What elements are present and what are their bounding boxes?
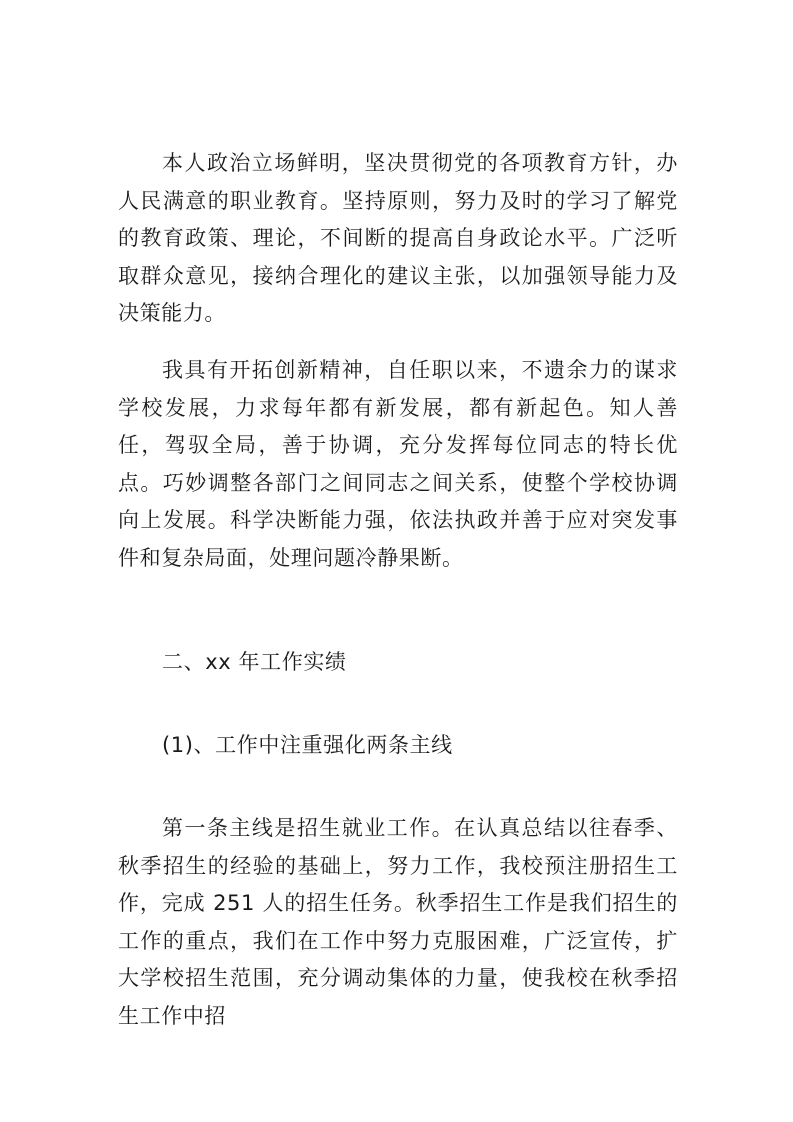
section-heading-work-achievements: 二、xx 年工作实绩	[162, 650, 347, 674]
paragraph-enrollment-work: 第一条主线是招生就业工作。在认真总结以往春季、秋季招生的经验的基础上，努力工作，我校预注册招生工作，完成 251 人的招生任务。秋季招生工作是我们招生的工作的重点，我们在工作中努力克服困难，广泛宣传，扩大学校招生范围，充分调动集体的力量，使我校在秋季招生工作中招	[118, 816, 678, 1028]
subsection-heading-two-main-lines: (1)、工作中注重强化两条主线	[162, 733, 453, 757]
paragraph-political-stance: 本人政治立场鲜明，坚决贯彻党的各项教育方针，办人民满意的职业教育。坚持原则，努力及时的学习了解党的教育政策、理论，不间断的提高自身政论水平。广泛听取群众意见，接纳合理化的建议主张，以加强领导能力及决策能力。	[118, 151, 678, 325]
paragraph-innovation-spirit: 我具有开拓创新精神，自任职以来，不遗余力的谋求学校发展，力求每年都有新发展，都有新起色。知人善任，驾驭全局，善于协调，充分发挥每位同志的特长优点。巧妙调整各部门之间同志之间关系，使整个学校协调向上发展。科学决断能力强，依法执政并善于应对突发事件和复杂局面，处理问题冷静果断。	[118, 358, 678, 570]
